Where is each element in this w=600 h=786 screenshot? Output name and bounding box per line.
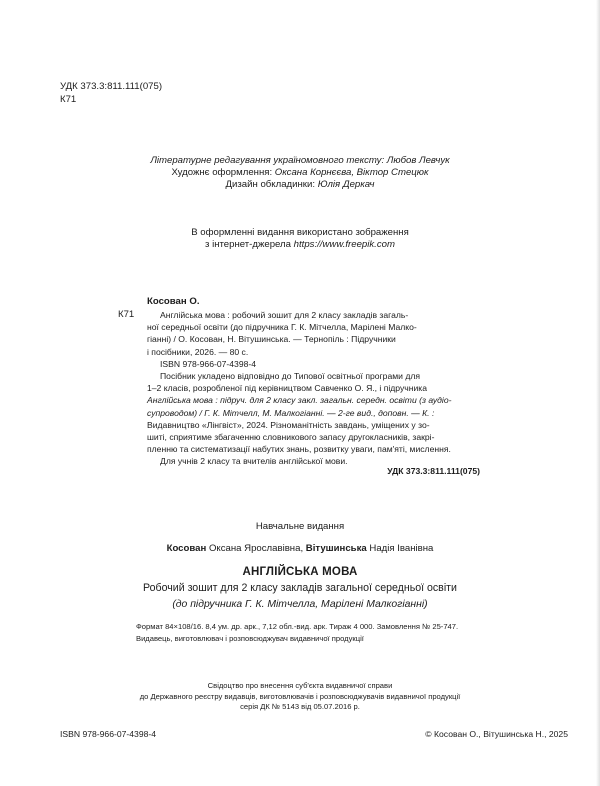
catalog-abstract-line: пленню та систематизації набутих знань, розвитку уваги, пам'яті, мислення. [147, 444, 451, 455]
edition-authors [0, 543, 600, 555]
catalog-description [147, 309, 481, 468]
udc-top: УДК 373.3:811.111(075) [60, 81, 163, 92]
catalog-code-top: К71 [60, 94, 77, 105]
images-note-line1: В оформленні видання використано зображення [191, 227, 409, 238]
footer-copyright: © Косован О., Вітушинська Н., 2025 [425, 729, 568, 739]
credit-art-label: Художнє оформлення: [171, 167, 273, 178]
catalog-author: Косован О. [147, 296, 200, 307]
catalog-abstract-line: Посібник укладено відповідно до Типової освітньої програми для [160, 371, 421, 382]
book-subtitle: Робочий зошит для 2 класу закладів загальної середньої освіти [143, 582, 457, 594]
footer-isbn: ISBN 978-966-07-4398-4 [60, 729, 157, 739]
author2-surname: Вітушинська [305, 543, 367, 554]
publisher-line: Видавець, виготовлювач і розповсюджувач видавничої продукції [136, 634, 364, 643]
images-note-prefix: з інтернет-джерела [205, 239, 291, 250]
page-edge-shadow [596, 0, 600, 786]
author2-name: Надія Іванівна [369, 543, 434, 554]
credit-cover [0, 179, 600, 191]
credit-editing-label: Літературне редагування україномовного тексту: [150, 155, 385, 166]
book-title: АНГЛІЙСЬКА МОВА [242, 566, 358, 578]
author1-surname: Косован [166, 543, 207, 554]
credit-art [0, 167, 600, 179]
images-note [0, 227, 600, 251]
catalog-audience: Для учнів 2 класу та вчителів англійської мови. [160, 456, 348, 467]
catalog-abstract-line: 1–2 класів, розробленої під керівництвом Савченко О. Я., і підручника [147, 383, 428, 394]
catalog-isbn: ISBN 978-966-07-4398-4 [160, 358, 257, 369]
catalog-desc-line: ної середньої освіти (до підручника Г. К. Мітчелла, Марілені Малко- [147, 322, 417, 333]
credit-art-value: Оксана Корнєєва, Віктор Стецюк [274, 167, 429, 178]
credit-cover-label: Дизайн обкладинки: [225, 179, 316, 190]
format-line: Формат 84×108/16. 8,4 ум. др. арк., 7,12 обл.-вид. арк. Тираж 4 000. Замовлення № 25-747. [136, 622, 459, 631]
credit-cover-value: Юлія Деркач [317, 179, 375, 190]
udc-bottom: УДК 373.3:811.111(075) [387, 466, 480, 476]
catalog-desc-line: і посібники, 2026. — 80 с. [147, 346, 249, 357]
credits-block [0, 155, 600, 191]
book-subtitle-2: (до підручника Г. К. Мітчелла, Марілені Малкогіанні) [172, 599, 428, 610]
catalog-abstract-line: супроводом) / Г. К. Мітчелл, М. Малкогіанні. — 2-ге вид., доповн. — К. : [147, 407, 435, 418]
credit-editing [0, 155, 600, 167]
certificate-line3: серія ДК № 5143 від 05.07.2016 р. [240, 702, 360, 712]
images-note-url: https://www.freepik.com [293, 239, 395, 250]
catalog-abstract-line: Видавництво «Лінгвіст», 2024. Різноманітність завдань, уміщених у зо- [147, 419, 430, 430]
catalog-abstract-line: шиті, сприятиме збагаченню словникового запасу другокласників, закрі- [147, 432, 435, 443]
catalog-code: К71 [118, 309, 135, 320]
certificate-line2: до Державного реєстру видавців, виготовлювачів і розповсюджувачів видавничої продукції [139, 691, 461, 701]
catalog-desc-line: Англійська мова : робочий зошит для 2 класу закладів загаль- [160, 310, 409, 320]
certificate-line1: Свідоцтво про внесення суб'єкта видавничої справи [207, 681, 393, 690]
certificate-block [0, 681, 600, 713]
credit-editing-value: Любов Левчук [386, 155, 450, 166]
images-note-line2 [0, 239, 600, 251]
edition-type: Навчальне видання [255, 521, 345, 532]
catalog-desc-line: гіанні) / О. Косован, Н. Вітушинська. — Тернопіль : Підручники [147, 334, 396, 345]
author1-name: Оксана Ярославівна, [208, 543, 304, 554]
catalog-abstract-line: Англійська мова : підруч. для 2 класу закл. загальн. середн. освіти (з аудіо- [147, 395, 452, 406]
